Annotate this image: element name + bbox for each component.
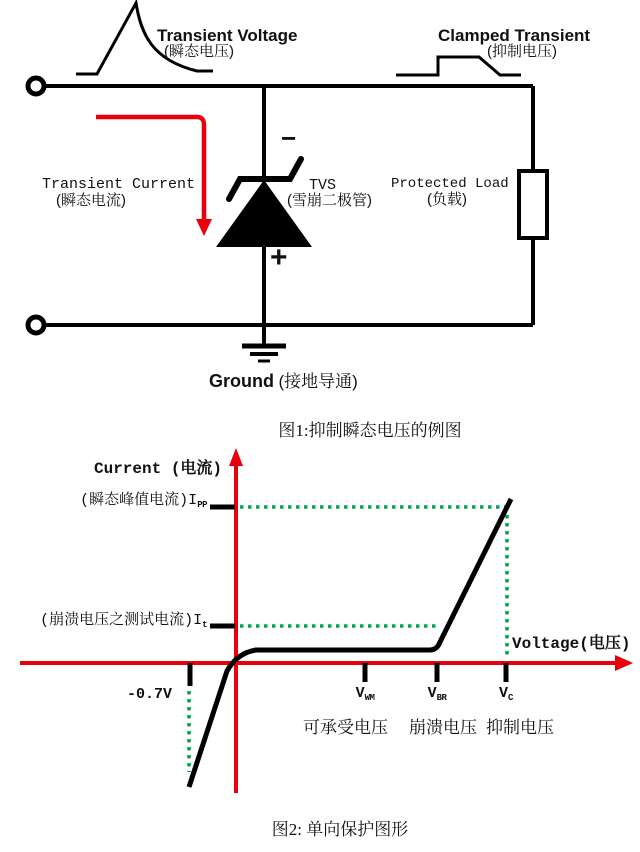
ipp-label-text: (瞬态峰值电流)I (80, 492, 198, 509)
it-subscript: t (202, 620, 207, 630)
vc-base: V (499, 685, 509, 702)
vwm-base: V (355, 685, 365, 702)
tvs-diode-triangle (216, 180, 312, 247)
terminal-top-left (28, 78, 44, 94)
vbr-tick-label (412, 686, 462, 704)
ipp-label (0, 493, 207, 511)
transient-current-label: Transient Current (42, 176, 196, 193)
load-resistor (519, 171, 547, 238)
ground-label (209, 372, 358, 392)
tvs-label-cn: (雪崩二极管) (287, 192, 372, 209)
vbr-base: V (427, 685, 437, 702)
it-label-text: (崩溃电压之测试电流)I (40, 612, 203, 629)
plus-polarity-sign: + (270, 241, 288, 274)
ground-label-en: Ground (209, 371, 274, 391)
clamped-transient-label: Clamped Transient (438, 26, 591, 45)
vwm-tick-label (340, 686, 390, 704)
figure1-caption: 图1:抑制瞬态电压的例图 (278, 421, 462, 440)
current-axis-label: Current (电流) (94, 460, 223, 478)
tvs-label: TVS (309, 177, 337, 194)
terminal-bottom-left (28, 317, 44, 333)
clamped-transient-label-cn: (抑制电压) (487, 43, 557, 60)
vwm-description: 可承受电压 (303, 718, 388, 737)
ipp-subscript: PP (197, 500, 207, 510)
voltage-axis-label: Voltage(电压) (512, 635, 631, 653)
neg-voltage-tick-label: -0.7V (127, 686, 173, 703)
minus-polarity-sign: − (281, 123, 297, 153)
vc-tick-label (481, 686, 531, 704)
ground-symbol (242, 346, 286, 361)
transient-current-label-cn: (瞬态电流) (56, 192, 126, 209)
vc-description: 抑制电压 (486, 718, 554, 737)
figure2-caption: 图2: 单向保护图形 (271, 820, 409, 839)
vbr-subscript: BR (436, 693, 447, 703)
transient-voltage-label: Transient Voltage (157, 26, 298, 45)
protected-load-label: Protected Load (391, 176, 509, 192)
it-label (0, 613, 207, 631)
vc-subscript: C (508, 693, 513, 703)
protected-load-label-cn: (负载) (427, 191, 467, 208)
transient-voltage-label-cn: (瞬态电压) (164, 43, 234, 60)
vwm-subscript: WM (364, 693, 375, 703)
ground-label-cn: (接地导通) (278, 372, 358, 391)
vbr-description: 崩溃电压 (409, 718, 477, 737)
